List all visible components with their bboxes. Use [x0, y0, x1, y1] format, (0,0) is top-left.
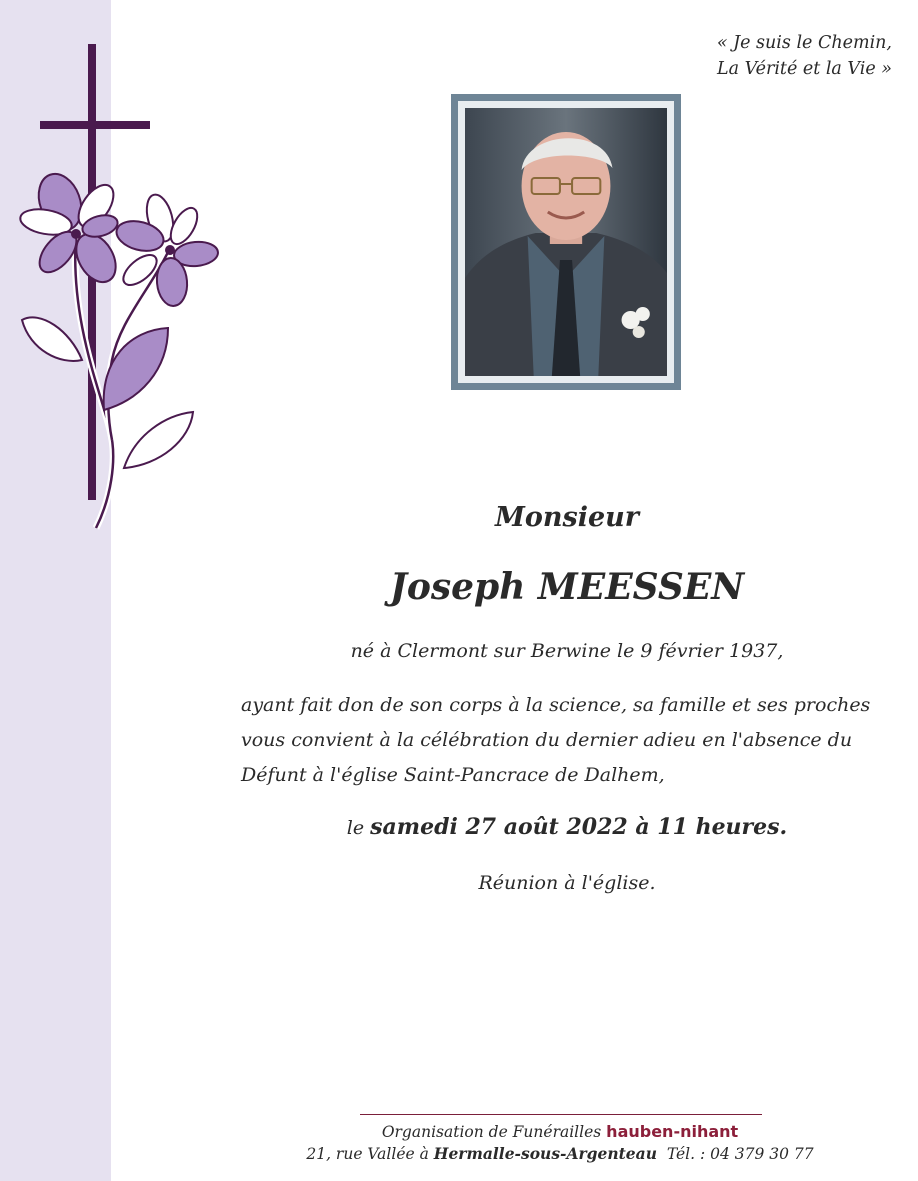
notice-paragraph — [241, 688, 881, 793]
cross-flower-decoration — [0, 30, 240, 550]
cross-horizontal-bar — [40, 121, 150, 129]
quote-line-2: La Vérité et la Vie » — [716, 59, 892, 79]
paragraph-line-2: vous convient à la célébration du dernier adieu en l'absence du — [241, 729, 853, 751]
org-prefix: Organisation de Funérailles — [381, 1123, 602, 1141]
scripture-quote — [717, 30, 892, 82]
paragraph-line-1: ayant fait don de son corps à la science, sa famille et ses proches — [241, 694, 871, 716]
footer-organisation — [300, 1122, 820, 1141]
footer-divider — [360, 1114, 762, 1115]
flower-right — [113, 192, 219, 308]
date-prefix: le — [346, 817, 365, 839]
date-main: samedi 27 août 2022 à 11 heures. — [370, 814, 788, 840]
ceremony-date — [220, 814, 914, 840]
birth-line: né à Clermont sur Berwine le 9 février 1937, — [350, 640, 784, 662]
meeting-line: Réunion à l'église. — [478, 872, 656, 894]
deceased-name: Joseph MEESSEN — [389, 566, 745, 608]
address-prefix: 21, rue Vallée à — [306, 1145, 429, 1163]
funeral-brand-logo: hauben-nihant — [606, 1122, 739, 1141]
paragraph-line-3: Défunt à l'église Saint-Pancrace de Dalhem, — [241, 764, 665, 786]
notice-title: Monsieur — [494, 502, 640, 533]
flower-left — [18, 168, 123, 289]
footer-address — [300, 1144, 820, 1163]
phone-number: Tél. : 04 379 30 77 — [666, 1145, 814, 1163]
address-town: Hermalle-sous-Argenteau — [433, 1144, 657, 1163]
portrait-photo — [465, 108, 667, 376]
portrait-frame — [451, 94, 681, 390]
quote-line-1: « Je suis le Chemin, — [716, 33, 892, 53]
